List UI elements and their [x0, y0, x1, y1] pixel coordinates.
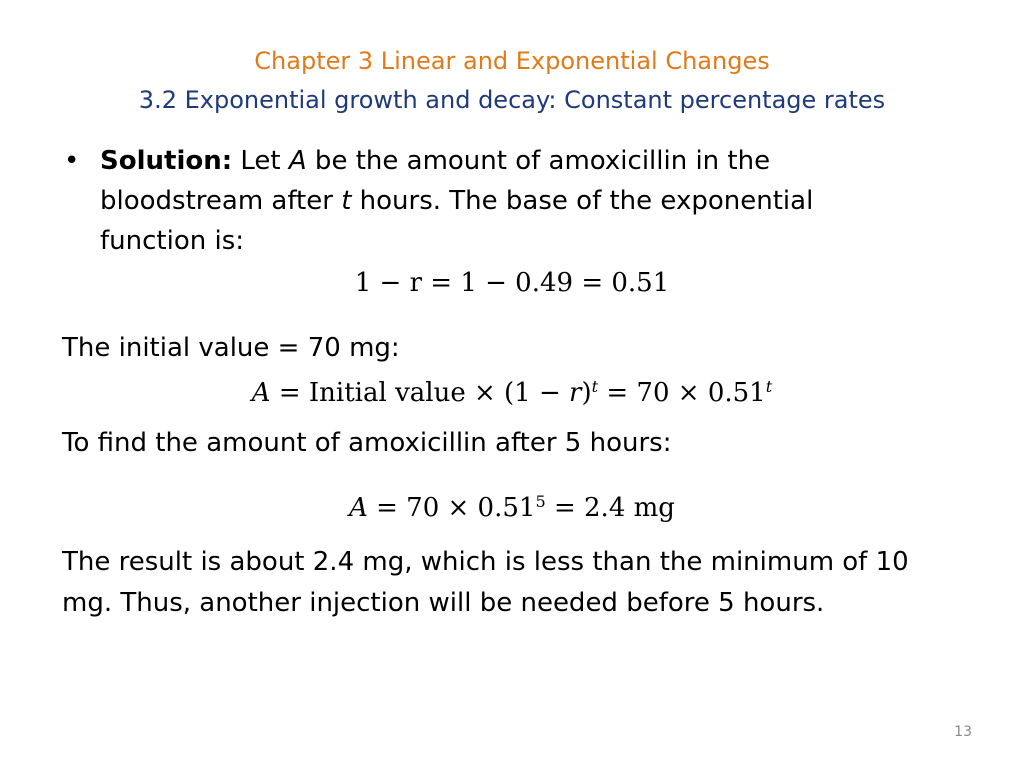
exponent-t: t — [591, 377, 599, 397]
equation-part: ) — [581, 378, 592, 408]
equation-result — [0, 493, 1024, 523]
solution-text: be the amount of amoxicillin in the — [306, 146, 771, 176]
solution-line-3: function is: — [100, 226, 245, 256]
exponent-5: 5 — [535, 492, 546, 512]
variable-t: t — [341, 186, 352, 216]
exponent-t: t — [765, 377, 773, 397]
equation-part: = 70 × 0.51 — [598, 378, 766, 408]
solution-text: bloodstream after — [100, 186, 342, 216]
solution-line-1 — [100, 146, 770, 176]
variable-r: r — [569, 378, 582, 408]
solution-line-2 — [100, 186, 813, 216]
solution-text: hours. The base of the exponential — [351, 186, 814, 216]
section-title: 3.2 Exponential growth and decay: Constant percentage rates — [138, 86, 886, 114]
variable-a: A — [251, 378, 271, 408]
variable-a: A — [288, 146, 307, 176]
find-amount-text: To find the amount of amoxicillin after 5 hours: — [62, 428, 672, 458]
equation-part: = 70 × 0.51 — [367, 493, 536, 523]
equation-base: 1 − r = 1 − 0.49 = 0.51 — [354, 268, 670, 298]
page-number: 13 — [954, 724, 972, 740]
result-line-2: mg. Thus, another injection will be needed before 5 hours. — [62, 588, 825, 618]
variable-a: A — [349, 493, 368, 523]
solution-label: Solution: — [100, 146, 233, 176]
solution-text: Let — [232, 146, 289, 176]
bullet-marker: • — [64, 146, 80, 176]
result-line-1: The result is about 2.4 mg, which is less than the minimum of 10 — [62, 547, 909, 577]
initial-value-text: The initial value = 70 mg: — [62, 333, 400, 363]
equation-general — [0, 378, 1024, 408]
equation-part: = Initial value × (1 − — [270, 378, 570, 408]
equation-part: = 2.4 mg — [545, 493, 675, 523]
chapter-title: Chapter 3 Linear and Exponential Changes — [254, 47, 770, 75]
